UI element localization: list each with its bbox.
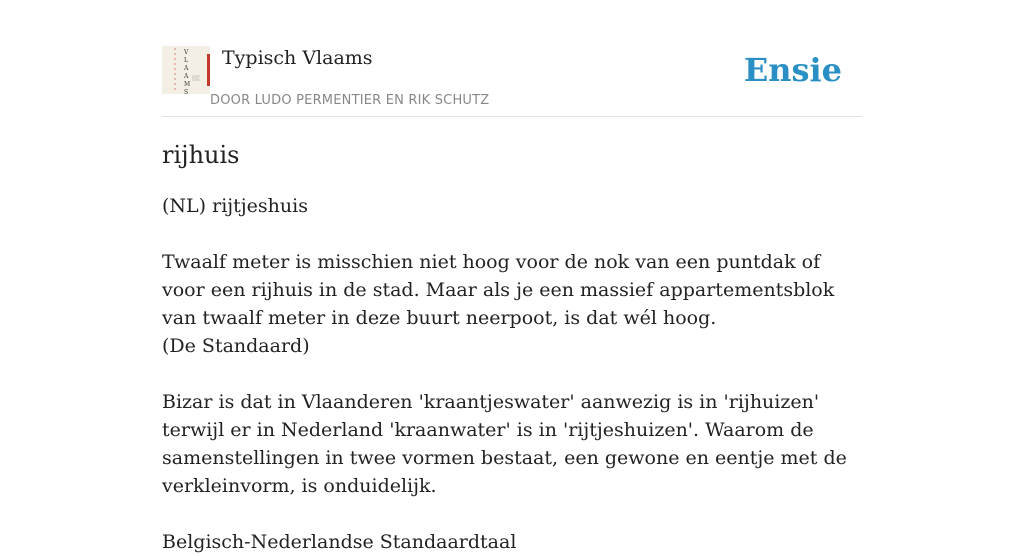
book-cover-icon <box>162 46 210 94</box>
entry-title: rijhuis <box>162 141 240 169</box>
entry-note: Bizar is dat in Vlaanderen 'kraantjeswater' aanwezig is in 'rijhuizen' terwijl er in Nederland 'kraanwater' is in 'rijtjeshuizen'. Waarom de samenstellingen in twee vormen bestaat, een gewone en eentje met de verkleinvorm, is onduidelijk. <box>162 391 847 497</box>
svg-text:S: S <box>184 89 189 96</box>
svg-text:A: A <box>184 73 189 80</box>
brand-logo-link[interactable]: Ensie <box>743 51 842 89</box>
entry-definition: (NL) rijtjeshuis <box>162 195 308 217</box>
entry-body <box>162 192 862 556</box>
svg-text:L: L <box>184 57 188 64</box>
book-authors: DOOR LUDO PERMENTIER EN RIK SCHUTZ <box>210 93 490 108</box>
paragraph-gap <box>162 220 862 248</box>
book-title[interactable]: Typisch Vlaams <box>222 47 373 69</box>
header <box>162 0 862 117</box>
svg-text:M: M <box>184 81 191 88</box>
svg-text:A: A <box>184 65 189 72</box>
page-container <box>162 0 862 553</box>
entry-quote-source: (De Standaard) <box>162 335 310 357</box>
book-cover-logo[interactable] <box>162 46 210 94</box>
svg-text:V: V <box>184 49 189 56</box>
entry-category: Belgisch-Nederlandse Standaardtaal <box>162 531 517 553</box>
paragraph-gap <box>162 360 862 388</box>
entry-quote: Twaalf meter is misschien niet hoog voor de nok van een puntdak of voor een rijhuis in de stad. Maar als je een massief appartementsblok van twaalf meter in deze buurt neerpoot, is dat wél hoog. <box>162 251 835 329</box>
paragraph-gap <box>162 500 862 528</box>
